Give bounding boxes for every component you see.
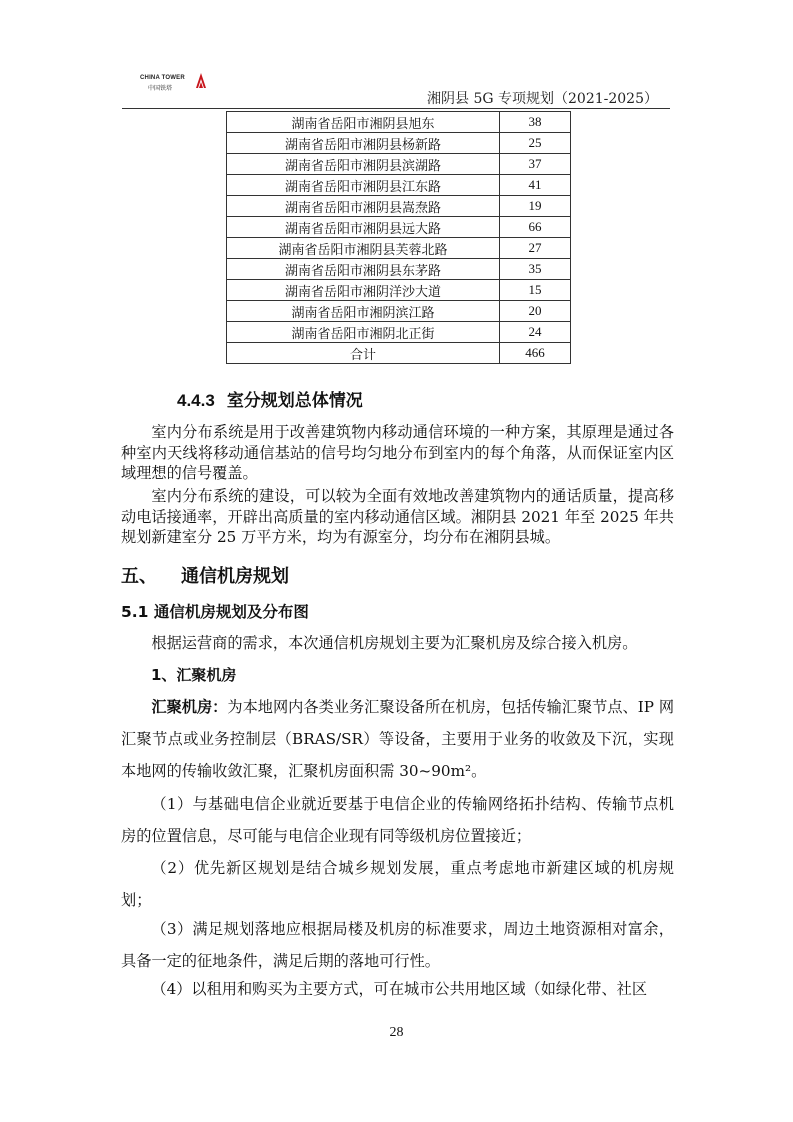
total-label-cell: 合计 xyxy=(227,343,500,364)
logo-text-cn: 中国铁塔 xyxy=(148,85,173,92)
chapter-title: 通信机房规划 xyxy=(181,566,289,587)
road-cell: 湖南省岳阳市湘阴县滨湖路 xyxy=(227,154,500,175)
paragraph-lead: 汇聚机房： xyxy=(151,698,228,716)
table-body xyxy=(227,112,571,364)
tower-logo-icon xyxy=(193,71,209,89)
logo-text-en: CHINA TOWER xyxy=(140,75,185,81)
count-cell: 25 xyxy=(500,133,571,154)
paragraph-aggregation-room xyxy=(121,691,674,787)
table-row xyxy=(227,154,571,175)
road-cell: 湖南省岳阳市湘阴县旭东 xyxy=(227,112,500,133)
road-cell: 湖南省岳阳市湘阴洋沙大道 xyxy=(227,280,500,301)
count-cell: 27 xyxy=(500,238,571,259)
list-item-1: （1）与基础电信企业就近要基于电信企业的传输网络拓扑结构、传输节点机房的位置信息，尽可能与电信企业现有同等级机房位置接近； xyxy=(121,795,674,845)
table-row xyxy=(227,301,571,322)
list-item-3: （3）满足规划落地应根据局楼及机房的标准要求，周边土地资源相对富余，具备一定的征地条件，满足后期的落地可行性。 xyxy=(121,920,674,970)
count-cell: 15 xyxy=(500,280,571,301)
table-row xyxy=(227,259,571,280)
road-cell: 湖南省岳阳市湘阴县芙蓉北路 xyxy=(227,238,500,259)
table-row xyxy=(227,196,571,217)
paragraph-indoor-system-definition: 室内分布系统是用于改善建筑物内移动通信环境的一种方案，其原理是通过各种室内天线将移动通信基站的信号均匀地分布到室内的每个角落，从而保证室内区域理想的信号覆盖。 xyxy=(121,423,674,482)
road-cell: 湖南省岳阳市湘阴滨江路 xyxy=(227,301,500,322)
road-cell: 湖南省岳阳市湘阴县远大路 xyxy=(227,217,500,238)
list-item-2: （2）优先新区规划是结合城乡规划发展，重点考虑地市新建区域的机房规划； xyxy=(121,859,674,909)
table-row xyxy=(227,175,571,196)
china-tower-logo xyxy=(140,70,210,92)
count-cell: 38 xyxy=(500,112,571,133)
road-cell: 湖南省岳阳市湘阴县东茅路 xyxy=(227,259,500,280)
header-divider xyxy=(122,108,670,109)
count-cell: 19 xyxy=(500,196,571,217)
table-row xyxy=(227,238,571,259)
table-row xyxy=(227,322,571,343)
chapter-heading-5 xyxy=(121,562,289,588)
subheading-aggregation-room: 1、汇聚机房 xyxy=(151,666,237,684)
road-cell: 湖南省岳阳市湘阴县江东路 xyxy=(227,175,500,196)
count-cell: 20 xyxy=(500,301,571,322)
table-row xyxy=(227,133,571,154)
table-row xyxy=(227,280,571,301)
section-title: 室分规划总体情况 xyxy=(226,391,363,411)
page-header xyxy=(122,70,670,110)
count-cell: 41 xyxy=(500,175,571,196)
table-row xyxy=(227,217,571,238)
road-cell: 湖南省岳阳市湘阴县杨新路 xyxy=(227,133,500,154)
paragraph-text: 为本地网内各类业务汇聚设备所在机房，包括传输汇聚节点、IP 网汇聚节点或业务控制层（BRAS/SR）等设备，主要用于业务的收敛及下沉，实现本地网的传输收敛汇聚，汇聚机房面积需 30~90m²。 xyxy=(121,698,675,780)
road-cell: 湖南省岳阳市湘阴县嵩焘路 xyxy=(227,196,500,217)
section-heading-4-4-3 xyxy=(177,386,363,411)
list-item-4: （4）以租用和购买为主要方式，可在城市公共用地区域（如绿化带、社区 xyxy=(151,980,648,998)
chapter-number: 五、 xyxy=(121,566,157,587)
section-heading-5-1: 5.1 通信机房规划及分布图 xyxy=(121,603,309,621)
total-value-cell: 466 xyxy=(500,343,571,364)
table-row xyxy=(227,112,571,133)
site-count-table xyxy=(226,111,571,364)
document-title: 湘阴县 5G 专项规划（2021-2025） xyxy=(427,91,658,107)
count-cell: 24 xyxy=(500,322,571,343)
road-cell: 湖南省岳阳市湘阴北正街 xyxy=(227,322,500,343)
section-number: 4.4.3 xyxy=(177,391,215,410)
table-total-row xyxy=(227,343,571,364)
count-cell: 66 xyxy=(500,217,571,238)
page-number: 28 xyxy=(389,1025,404,1040)
paragraph-intro: 根据运营商的需求，本次通信机房规划主要为汇聚机房及综合接入机房。 xyxy=(151,634,638,652)
count-cell: 35 xyxy=(500,259,571,280)
paragraph-indoor-system-plan: 室内分布系统的建设，可以较为全面有效地改善建筑物内的通话质量，提高移动电话接通率，开辟出高质量的室内移动通信区域。湘阴县 2021 年至 2025 年共规划新建室分 25 万平方米，均为有源室分，均分布在湘阴县城。 xyxy=(121,487,674,546)
count-cell: 37 xyxy=(500,154,571,175)
